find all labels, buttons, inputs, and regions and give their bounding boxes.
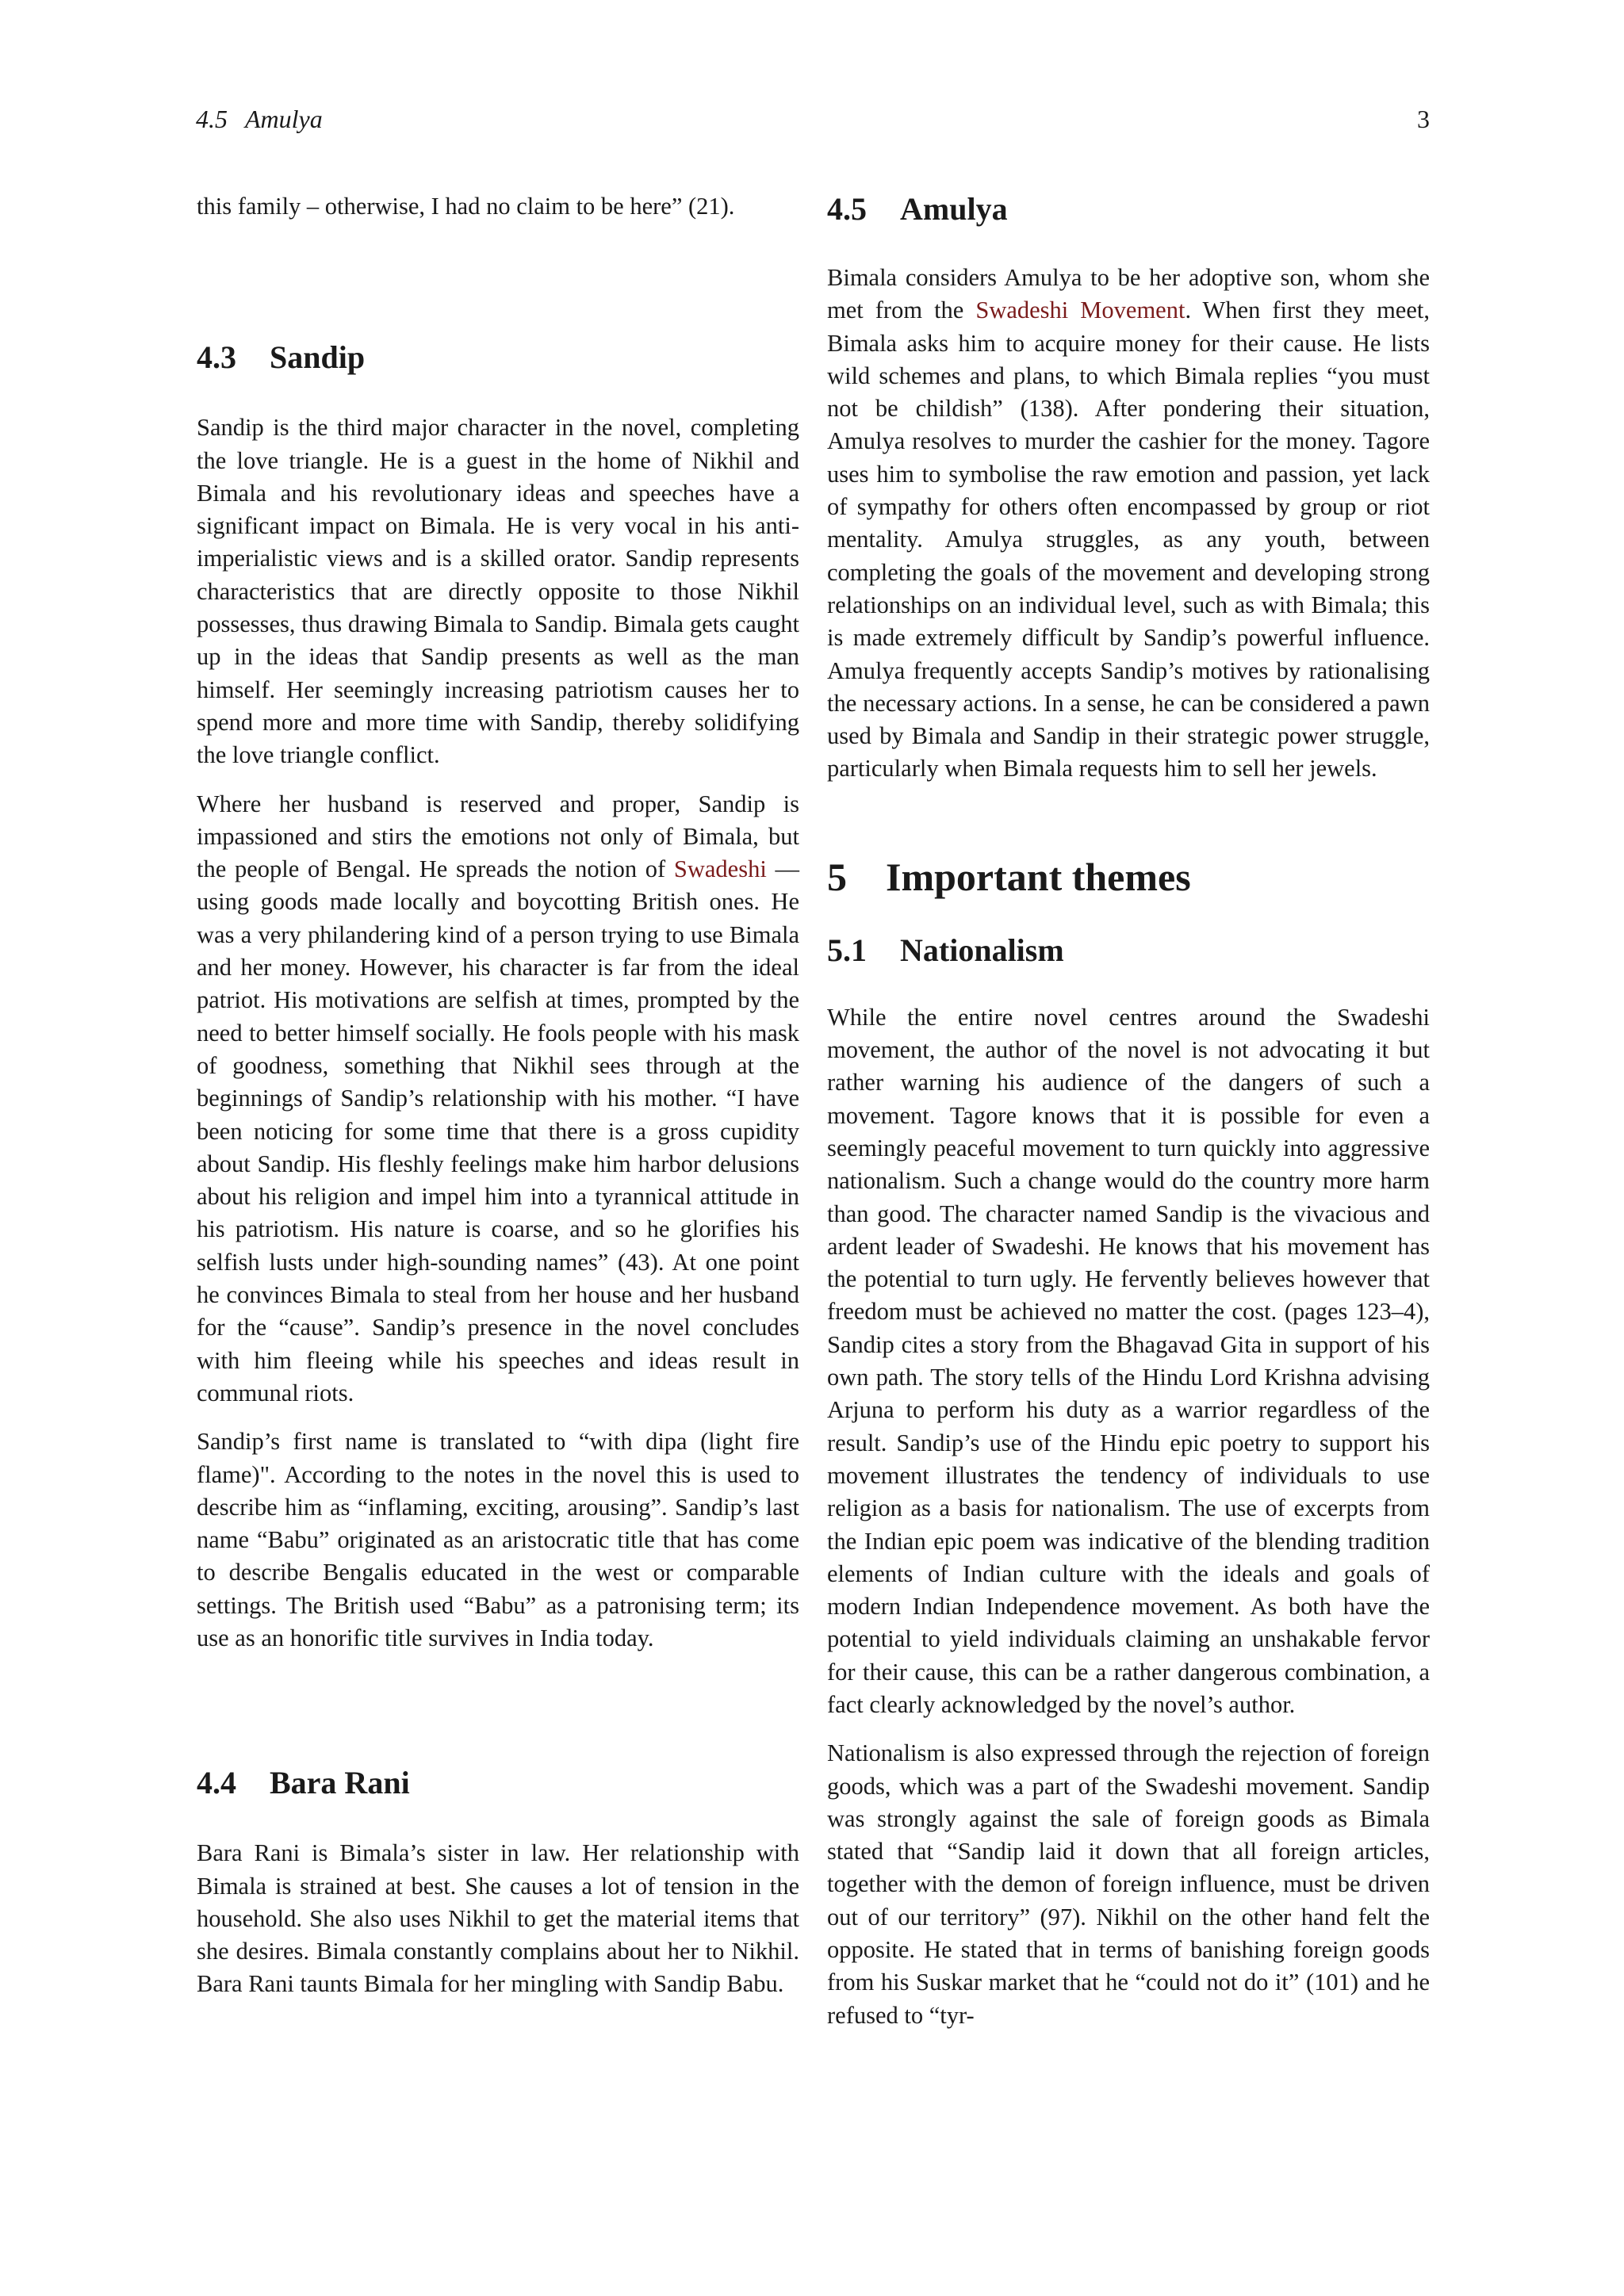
left-column xyxy=(197,190,799,2017)
carryover-text: this family – otherwise, I had no claim to be here” (21). xyxy=(197,193,735,220)
section-title: Nationalism xyxy=(900,932,1064,968)
section-number: 4.4 xyxy=(197,1765,236,1801)
header-section-number: 4.5 xyxy=(196,105,228,133)
paragraph-text: Bimala considers Amulya to be her adoptive son, whom she met from the xyxy=(827,264,1430,324)
running-header-section xyxy=(196,105,323,134)
section-title: Bara Rani xyxy=(270,1765,410,1801)
section-title: Sandip xyxy=(270,339,366,376)
running-header xyxy=(196,105,1430,136)
section-title: Amulya xyxy=(900,191,1008,227)
section-heading-bara-rani xyxy=(197,1764,799,1802)
section-heading-sandip xyxy=(197,339,799,377)
swadeshi-link[interactable]: Swadeshi xyxy=(673,855,767,883)
paragraph: Bara Rani is Bimala’s sister in law. Her relationship with Bimala is strained at best. She causes a lot of tension in the household. She also uses Nikhil to get the material items that she desires. Bimala constantly complains about her to Nikhil. Bara Rani taunts Bimala for her mingling with Sandip Babu. xyxy=(197,1839,799,1998)
paragraph: Sandip is the third major character in the novel, completing the love triangle. He is a guest in the home of Nikhil and Bimala and his revolutionary ideas and speeches have a significant impact on Bimala. He is very vocal in his anti-imperialistic views and is a skilled orator. Sandip represents characteristics that are directly opposite to those Nikhil possesses, thus drawing Bimala to Sandip. Bimala gets caught up in the ideas that Sandip presents as well as the man himself. Her seemingly increasing patriotism causes her to spend more and more time with Sandip, thereby solidifying the love triangle conflict. xyxy=(197,414,799,769)
section-number: 4.5 xyxy=(827,191,867,227)
section-number: 5.1 xyxy=(827,932,867,968)
chapter-number: 5 xyxy=(827,854,847,899)
section-heading-amulya xyxy=(827,190,1430,228)
paragraph: Nationalism is also expressed through the rejection of foreign goods, which was a part of the Swadeshi movement. Sandip was strongly against the sale of foreign goods as Bimala stated that “Sandip laid it down that all foreign articles, together with the demon of foreign influence, must be driven out of our territory” (97). Nikhil on the other hand felt the opposite. He stated that in terms of banishing foreign goods from his Suskar market that he “could not do it” (101) and he refused to “tyr- xyxy=(827,1739,1430,2029)
chapter-title: Important themes xyxy=(886,854,1191,899)
header-section-title: Amulya xyxy=(245,105,323,133)
paragraph-text: . When first they meet, Bimala asks him to acquire money for their cause. He lists wild schemes and plans, to which Bimala replies “you must not be childish” (138). After pondering their situation, Amulya resolves to murder the cashier for the money. Tagore uses him to symbolise the raw emotion and passion, yet lack of sympathy for others often encompassed by group or riot mentality. Amulya struggles, as any youth, between completing the goals of the movement and developing strong relationships on an individual level, such as with Bimala; this is made extremely difficult by Sandip’s powerful influence. Amulya frequently accepts Sandip’s motives by rationalising the necessary actions. In a sense, he can be considered a pawn used by Bimala and Sandip in their strategic power struggle, particularly when Bimala requests him to sell her jewels. xyxy=(827,297,1430,783)
paragraph: Sandip’s first name is translated to “with dipa (light fire flame)". According to the notes in the novel this is used to describe him as “inflaming, exciting, arousing”. Sandip’s last name “Babu” originated as an aristocratic title that has come to describe Bengalis educated in the west or comparable settings. The British used “Babu” as a patronising term; its use as an honorific title survives in India today. xyxy=(197,1428,799,1651)
paragraph xyxy=(197,788,799,1410)
section-number: 4.3 xyxy=(197,339,236,376)
paragraph-text: Where her husband is reserved and proper, Sandip is impassioned and stirs the emotions not only of Bimala, but the people of Bengal. He spreads the notion of xyxy=(197,790,799,883)
paragraph-text: — using goods made locally and boycotting British ones. He was a very philandering kind of a person trying to use Bimala and her money. However, his character is far from the ideal patriot. His motivations are selfish at times, prompted by the need to better himself socially. He fools people with his mask of goodness, something that Nikhil sees through at the beginnings of Sandip’s relationship with his mother. “I have been noticing for some time that there is a gross cupidity about Sandip. His fleshly feelings make him harbor delusions about his religion and impel him into a tyrannical attitude in his patriotism. His nature is coarse, and so he glorifies his selfish lusts under high-sounding names” (43). At one point he convinces Bimala to steal from her house and her husband for the “cause”. Sandip’s presence in the novel concludes with him fleeing while his speeches and ideas result in communal riots. xyxy=(197,855,800,1406)
swadeshi-movement-link[interactable]: Swadeshi Movement xyxy=(975,297,1185,324)
section-heading-nationalism xyxy=(827,932,1430,970)
paragraph: While the entire novel centres around the Swadeshi movement, the author of the novel is not advocating it but rather warning his audience of the dangers of such a movement. Tagore knows that it is possible for even a seemingly peaceful movement to turn quickly into aggressive nationalism. Such a change would do the country more harm than good. The character named Sandip is the vivacious and ardent leader of Swadeshi. He knows that his movement has the potential to turn ugly. He fervently believes however that freedom must be achieved no matter the cost. (pages 123–4), Sandip cites a story from the Bhagavad Gita in support of his own path. The story tells of the Hindu Lord Krishna advising Arjuna to perform his duty as a warrior regardless of the result. Sandip’s use of the Hindu epic poetry to support his movement illustrates the tendency of individuals to use religion as a basis for nationalism. The use of excerpts from the Indian epic poem was indicative of the blending tradition elements of Indian culture with the ideals and goals of modern Indian Independence movement. As both have the potential to yield individuals claiming an unshakable fervor for their cause, this can be a rather dangerous combination, a fact clearly acknowledged by the novel’s author. xyxy=(827,1003,1430,1718)
chapter-heading-important-themes xyxy=(827,854,1430,900)
paragraph xyxy=(827,262,1430,786)
right-column xyxy=(827,190,1430,2048)
page-number: 3 xyxy=(1417,105,1430,133)
